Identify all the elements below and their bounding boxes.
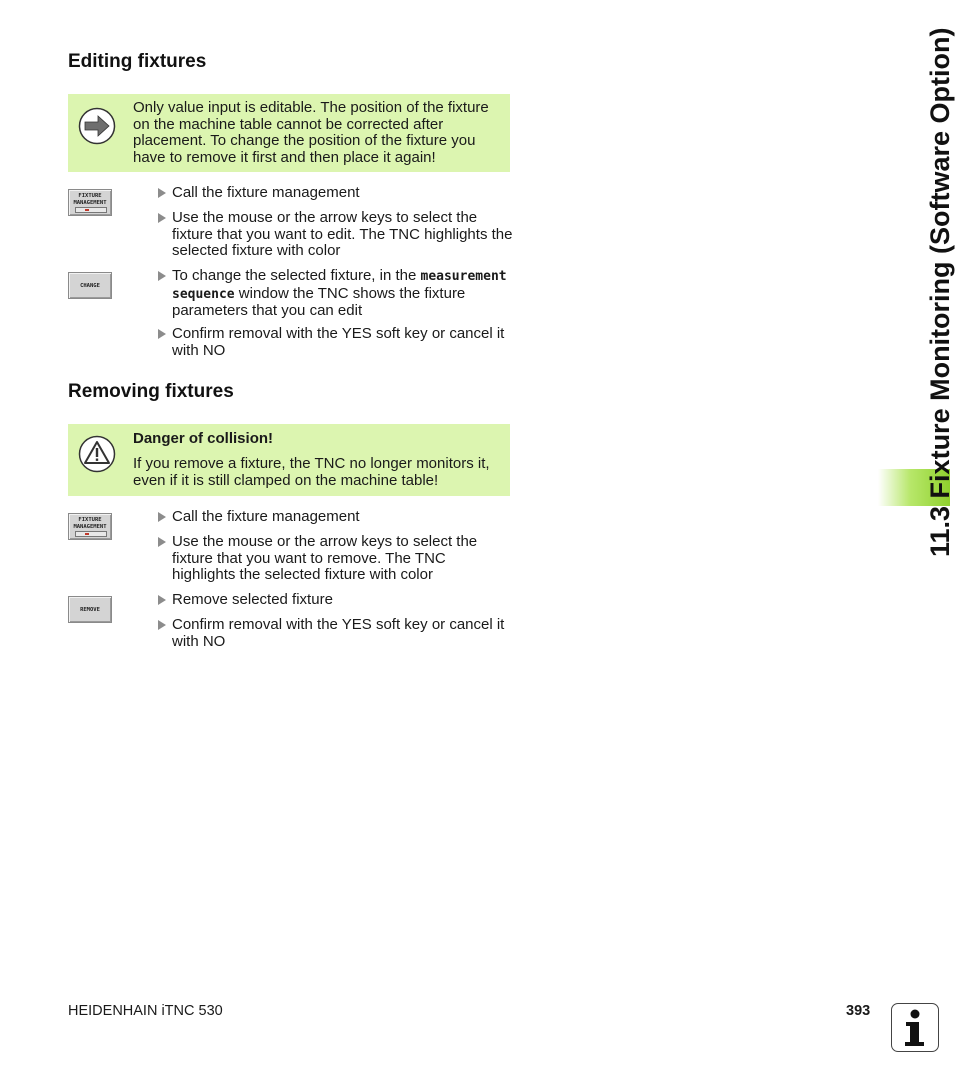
arrow-right-icon <box>78 107 116 150</box>
softkey-remove[interactable]: REMOVE <box>68 596 112 623</box>
chapter-title-vertical: 11.3 Fixture Monitoring (Software Option) <box>925 27 955 557</box>
code-measurement-sequence: measurement sequence <box>172 269 507 302</box>
step-removing-2: Use the mouse or the arrow keys to select the fixture that you want to remove. The TNC highlights the selected fixture with color <box>158 534 513 584</box>
softkey-change[interactable]: CHANGE <box>68 272 112 299</box>
bullet-arrow-icon <box>158 271 166 281</box>
softkey-fixture-management-2[interactable]: FIXTURE MANAGEMENT <box>68 513 112 540</box>
note-text-editing: Only value input is editable. The position of the fixture on the machine table cannot be corrected after placement. To change the position of the fixture you have to remove it first and then place it again! <box>133 99 489 166</box>
step-editing-1: Call the fixture management <box>158 185 513 202</box>
bullet-arrow-icon <box>158 213 166 223</box>
fixture-table-icon <box>75 531 107 537</box>
step-removing-3: Remove selected fixture <box>158 592 513 609</box>
warning-box-removing <box>68 424 510 496</box>
warning-triangle-icon <box>78 435 116 478</box>
heading-editing-fixtures: Editing fixtures <box>68 51 207 72</box>
info-icon[interactable] <box>891 1003 939 1052</box>
heading-removing-fixtures: Removing fixtures <box>68 381 234 402</box>
warning-text: If you remove a fixture, the TNC no longer monitors it, even if it is still clamped on the machine table! <box>133 455 490 489</box>
bullet-arrow-icon <box>158 329 166 339</box>
bullet-arrow-icon <box>158 512 166 522</box>
step-removing-1: Call the fixture management <box>158 509 513 526</box>
footer-product: HEIDENHAIN iTNC 530 <box>68 1003 223 1019</box>
step-editing-3: To change the selected fixture, in the measurement sequence window the TNC shows the fixture parameters that you can edit <box>158 268 513 320</box>
fixture-table-icon <box>75 207 107 213</box>
bullet-arrow-icon <box>158 188 166 198</box>
bullet-arrow-icon <box>158 537 166 547</box>
bullet-arrow-icon <box>158 595 166 605</box>
warning-title: Danger of collision! <box>133 430 274 447</box>
note-box-editing <box>68 94 510 172</box>
step-removing-4: Confirm removal with the YES soft key or cancel it with NO <box>158 617 513 650</box>
softkey-fixture-management[interactable]: FIXTURE MANAGEMENT <box>68 189 112 216</box>
step-editing-2: Use the mouse or the arrow keys to select the fixture that you want to edit. The TNC highlights the selected fixture with color <box>158 210 513 260</box>
bullet-arrow-icon <box>158 620 166 630</box>
step-editing-4: Confirm removal with the YES soft key or cancel it with NO <box>158 326 513 359</box>
page-number: 393 <box>846 1003 871 1019</box>
